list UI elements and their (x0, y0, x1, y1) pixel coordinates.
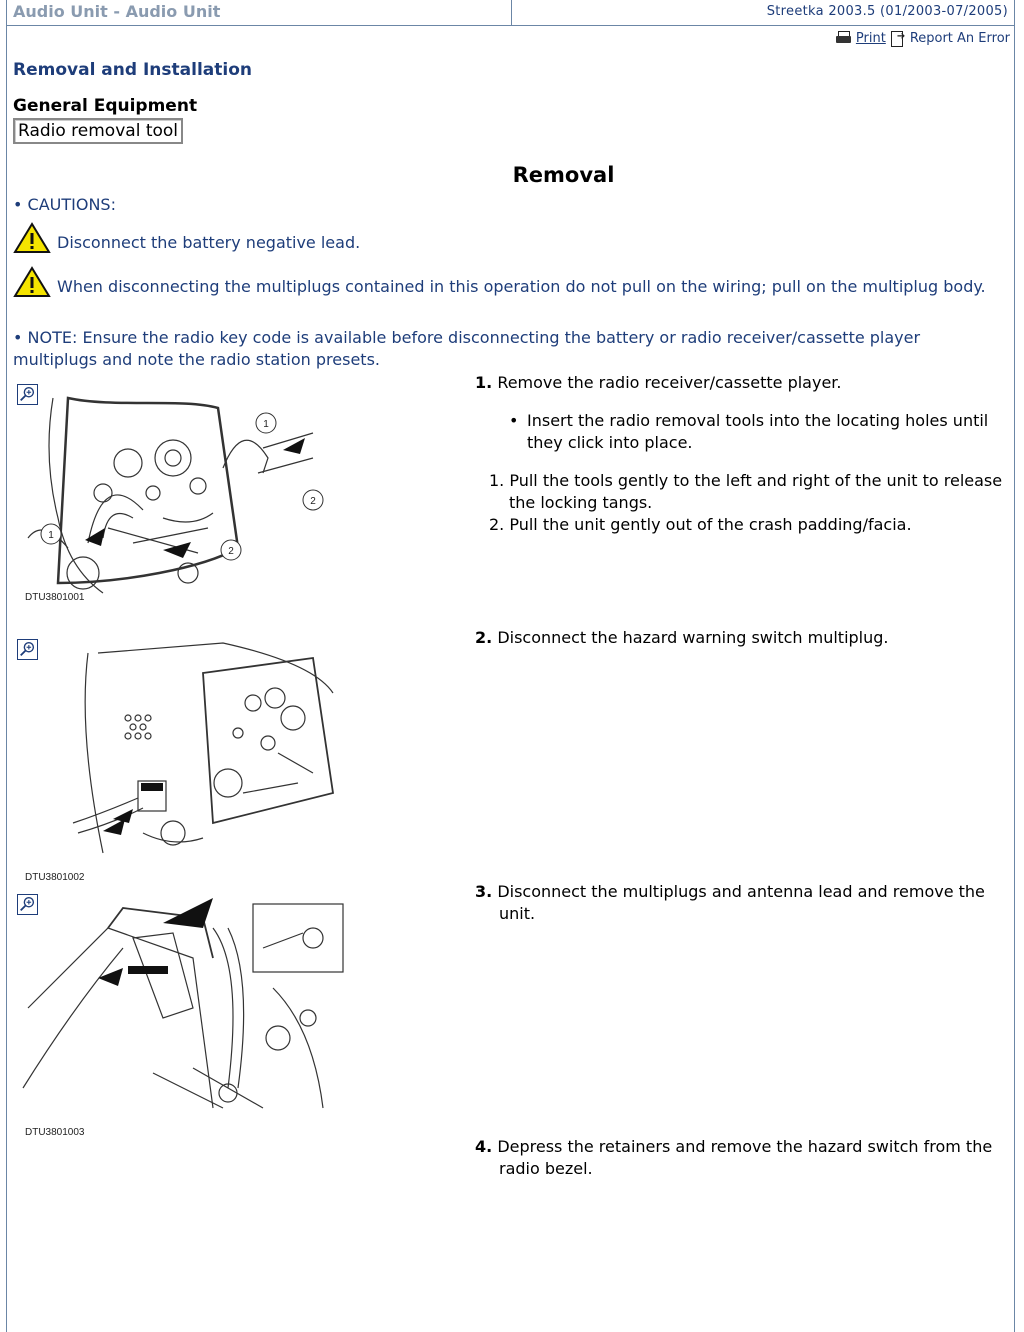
print-link[interactable]: Print (855, 30, 886, 46)
header-model: Streetka 2003.5 (01/2003-07/2005) (766, 4, 1008, 19)
caution-item (13, 222, 1003, 254)
step-4 (475, 1136, 1010, 1180)
callout-label: 2 (228, 546, 234, 557)
figure-code: DTU3801002 (25, 872, 85, 883)
list-item: • Insert the radio removal tools into the locating holes until they click into place. (505, 410, 1010, 454)
callout-label: 1 (263, 419, 269, 430)
header-title: Audio Unit - Audio Unit (7, 0, 512, 25)
step-substeps (489, 470, 1010, 536)
list-item: 2. Pull the unit gently out of the crash padding/facia. (489, 515, 912, 534)
step-number: 3. (475, 882, 493, 901)
warning-triangle-icon (13, 266, 51, 298)
step-text: Disconnect the multiplugs and antenna lead and remove the unit. (497, 882, 985, 923)
report-error-link[interactable]: Report An Error (909, 30, 1010, 46)
figure-code: DTU3801003 (25, 1127, 85, 1138)
callout-label: 1 (48, 530, 54, 541)
step-text: Depress the retainers and remove the hazard switch from the radio bezel. (497, 1137, 993, 1178)
toolbar (836, 30, 1010, 46)
step-1 (475, 372, 1010, 536)
step-1-figure (13, 378, 343, 603)
note-text: • NOTE: Ensure the radio key code is available before disconnecting the battery or radio receiver/cassette player multiplugs and note the radio station presets. (13, 328, 921, 369)
equipment-item: Radio removal tool (13, 118, 183, 144)
caution-text: When disconnecting the multiplugs contained in this operation do not pull on the wiring; pull on the multiplug body. (57, 277, 986, 296)
page-header (6, 0, 1015, 26)
step-bullets (505, 410, 1010, 454)
step-2 (475, 627, 1010, 649)
document-body (6, 26, 1015, 1332)
callout-label: 2 (310, 496, 316, 507)
step-3-figure (13, 888, 343, 1138)
zoom-icon[interactable] (17, 384, 38, 405)
zoom-icon[interactable] (17, 639, 38, 660)
figure-code: DTU3801001 (25, 592, 85, 603)
hazard-switch-illustration (13, 633, 343, 883)
printer-icon[interactable] (836, 30, 852, 46)
step-number: 1. (475, 373, 493, 392)
warning-triangle-icon (13, 222, 51, 254)
equipment-title: General Equipment (13, 96, 198, 116)
list-item: 1. Pull the tools gently to the left and right of the unit to release the locking tangs. (489, 471, 1003, 512)
zoom-icon[interactable] (17, 894, 38, 915)
report-error-icon[interactable] (890, 30, 906, 46)
step-number: 4. (475, 1137, 493, 1156)
step-3 (475, 881, 1010, 925)
caution-text: Disconnect the battery negative lead. (57, 233, 361, 252)
step-2-figure (13, 633, 343, 883)
multiplug-antenna-illustration (13, 888, 343, 1138)
step-number: 2. (475, 628, 493, 647)
caution-item (13, 266, 1003, 298)
step-text: Disconnect the hazard warning switch multiplug. (497, 628, 889, 647)
cautions-label: • CAUTIONS: (13, 195, 116, 214)
removal-heading: Removal (512, 163, 615, 187)
section-title: Removal and Installation (13, 60, 252, 80)
step-text: Remove the radio receiver/cassette player. (497, 373, 842, 392)
radio-removal-illustration (13, 378, 343, 603)
